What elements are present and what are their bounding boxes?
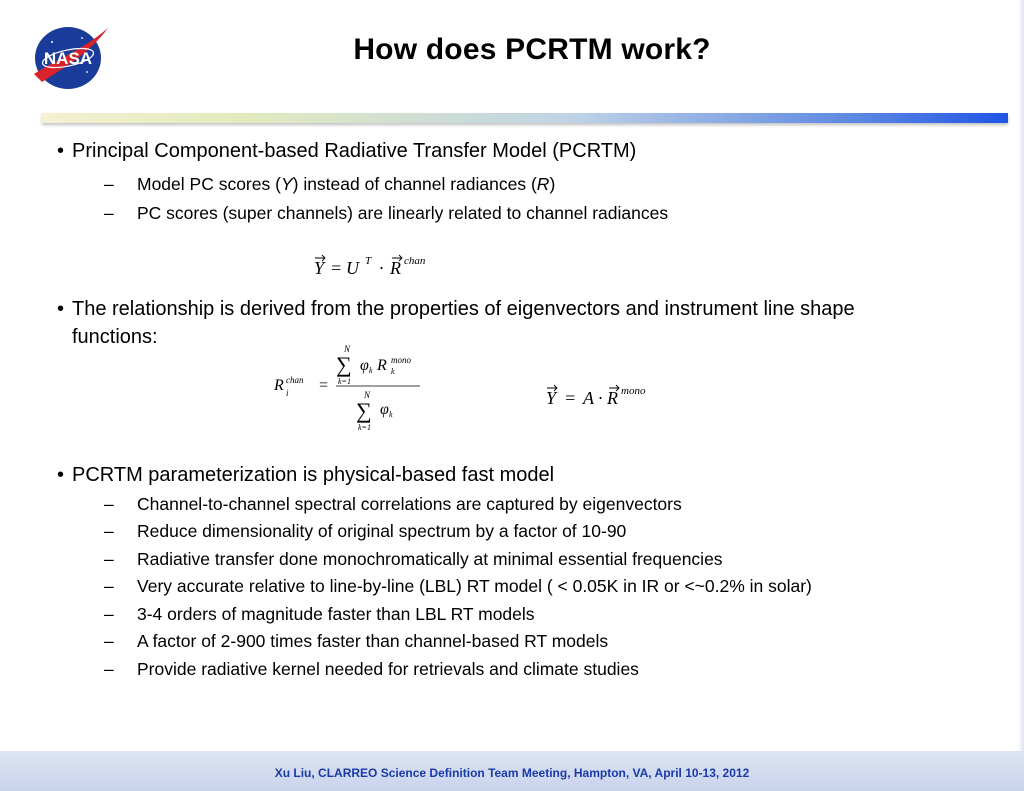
eq1-dot: · xyxy=(379,258,384,278)
eq3-equals: = xyxy=(564,388,577,408)
dash-glyph: – xyxy=(104,631,114,651)
eq3-dot: · xyxy=(598,388,603,408)
eq2-num-r: R xyxy=(377,357,387,374)
dash-glyph: – xyxy=(104,604,114,624)
eq2-num-sigma: ∑ xyxy=(336,352,352,377)
slide-title: How does PCRTM work? xyxy=(353,33,711,66)
eq3-y: Y xyxy=(546,388,557,408)
eq2-sup: chan xyxy=(286,375,304,385)
eq2-r: R xyxy=(274,377,284,394)
dash-glyph: – xyxy=(104,549,114,569)
eq1-equals: = xyxy=(330,258,343,278)
sub-bullet-correlations xyxy=(104,494,682,515)
eq3-a: A xyxy=(583,388,594,408)
sub-bullet-text: A factor of 2-900 times faster than channel-based RT models xyxy=(137,631,609,651)
sub-bullet-linear-relation xyxy=(104,203,668,224)
dash-glyph: – xyxy=(104,203,114,223)
sub-bullet-text: 3-4 orders of magnitude faster than LBL RT models xyxy=(137,604,535,624)
bullet-parameterization xyxy=(57,464,554,487)
eq1-r: R xyxy=(390,258,401,278)
bullet-relationship xyxy=(57,298,855,321)
eq3-sup: mono xyxy=(621,385,646,397)
eq1-y: Y xyxy=(314,258,325,278)
bullet-pcrtm-model xyxy=(57,140,636,163)
sub-bullet-monochromatic xyxy=(104,549,723,570)
dash-glyph: – xyxy=(104,521,114,541)
sub-bullet-text: Reduce dimensionality of original spectrum by a factor of 10-90 xyxy=(137,521,627,541)
eq1-u: U xyxy=(346,258,359,278)
eq3-r: R xyxy=(607,388,618,408)
sub-bullet-accuracy xyxy=(104,576,812,597)
bullet-text-line2: functions: xyxy=(72,326,158,348)
eq2-num-top: N xyxy=(344,344,351,354)
bullet-glyph: • xyxy=(57,298,65,320)
dash-glyph: – xyxy=(104,659,114,679)
eq1-t: T xyxy=(365,255,372,267)
dash-glyph: – xyxy=(104,494,114,514)
sub-bullet-speed-channel xyxy=(104,631,608,652)
sub-bullet-text-mid: ) instead of channel radiances ( xyxy=(292,174,537,194)
sub-bullet-text: Provide radiative kernel needed for retrievals and climate studies xyxy=(137,659,639,679)
bullet-text: PCRTM parameterization is physical-based fast model xyxy=(72,464,555,486)
eq2-equals: = xyxy=(318,377,329,394)
sub-bullet-text: PC scores (super channels) are linearly related to channel radiances xyxy=(137,203,669,223)
eq2-num-sub: k xyxy=(391,367,395,376)
title-underline-bar xyxy=(42,113,1008,123)
sub-bullet-text: Very accurate relative to line-by-line (LBL) RT model ( < 0.05K in IR or <~0.2% in solar) xyxy=(137,576,812,596)
nasa-logo-text: NASA xyxy=(43,49,93,68)
eq2-num-sup: mono xyxy=(391,355,411,365)
eq2-den-sigma: ∑ xyxy=(356,398,372,423)
eq2-den-phi: φ xyxy=(380,401,389,418)
sub-bullet-text-post: ) xyxy=(549,174,556,194)
sub-bullet-kernel xyxy=(104,659,639,680)
dash-glyph: – xyxy=(104,576,114,596)
sub-bullet-pc-scores xyxy=(104,174,555,195)
sub-bullet-dimensionality xyxy=(104,521,626,542)
eq2-num-bottom: k=1 xyxy=(338,377,351,386)
sub-bullet-speed-lbl xyxy=(104,604,535,625)
eq2-den-top: N xyxy=(364,390,371,400)
symbol-y: Y xyxy=(280,174,293,194)
eq1-sup: chan xyxy=(404,255,426,267)
footer-text: Xu Liu, CLARREO Science Definition Team Meeting, Hampton, VA, April 10-13, 2012 xyxy=(274,766,750,780)
equation-y-equals-ut-r xyxy=(308,248,438,282)
eq2-num-phi: φ xyxy=(360,357,369,374)
sub-bullet-text-pre: Model PC scores ( xyxy=(137,174,281,194)
eq2-den-bottom: k=1 xyxy=(358,423,371,432)
slide-right-edge xyxy=(1018,0,1024,791)
eq2-den-k: k xyxy=(389,410,393,419)
bullet-relationship-cont xyxy=(72,326,158,349)
bullet-glyph: • xyxy=(57,464,65,486)
equation-channel-radiance xyxy=(270,342,430,434)
bullet-text-line1: The relationship is derived from the properties of eigenvectors and instrument line shape xyxy=(72,298,855,320)
bullet-text: Principal Component-based Radiative Transfer Model (PCRTM) xyxy=(72,140,637,162)
bullet-glyph: • xyxy=(57,140,65,162)
dash-glyph: – xyxy=(104,174,114,194)
equation-y-equals-a-r xyxy=(540,378,670,412)
symbol-r: R xyxy=(536,174,550,194)
eq2-num-k: k xyxy=(369,366,373,375)
sub-bullet-text: Radiative transfer done monochromatically at minimal essential frequencies xyxy=(137,549,723,569)
sub-bullet-text: Channel-to-channel spectral correlations are captured by eigenvectors xyxy=(137,494,682,514)
eq2-sub: i xyxy=(286,388,289,398)
